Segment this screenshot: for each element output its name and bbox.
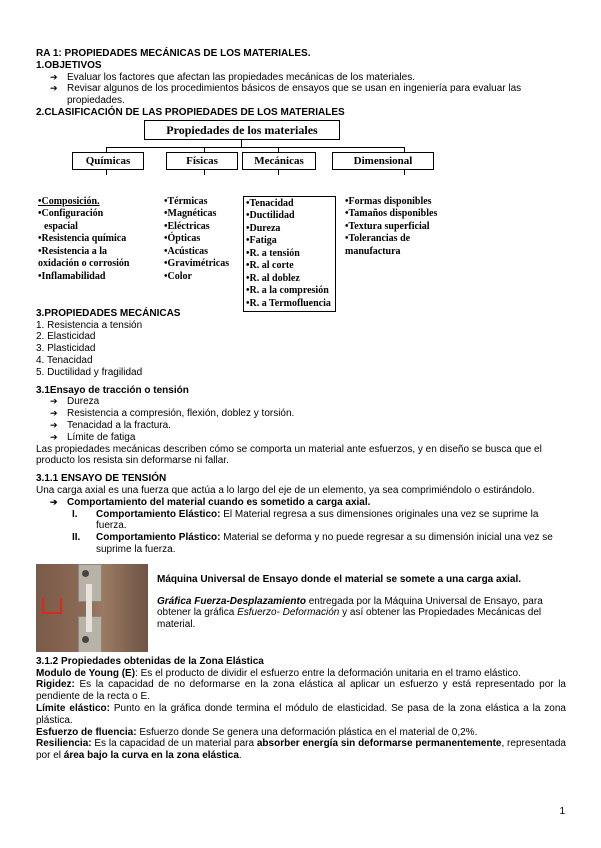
dimensional-item: manufactura	[345, 245, 401, 257]
resiliencia-label: Resiliencia:	[36, 738, 92, 750]
comportamiento-list	[36, 497, 566, 509]
mecanicas-item: •Ductilidad	[246, 210, 295, 222]
behaviors-list	[36, 509, 566, 556]
resiliencia-text-1: Es la capacidad de un material para	[91, 738, 257, 750]
ensayo-tension-heading: 3.1.1 ENSAYO DE TENSIÓN	[36, 473, 167, 485]
diagram-connector	[106, 147, 404, 148]
mecanicas-item: •R. al doblez	[246, 272, 300, 284]
diagram-root-box: Propiedades de los materiales	[144, 120, 340, 140]
fisicas-list	[164, 196, 229, 284]
diagram-connector	[204, 170, 205, 175]
grafica-text-2: y así obtener las Propiedades Mecánicas del material.	[157, 607, 542, 631]
young-label: Modulo de Young (E)	[36, 667, 136, 679]
propiedad-item: 1. Resistencia a tensión	[36, 319, 143, 331]
ensayo-item: ➔ Resistencia a compresión, flexión, doblez y torsión.	[50, 408, 566, 420]
quimicas-item: espacial	[44, 220, 78, 232]
mecanicas-item: •Fatiga	[246, 235, 277, 247]
propiedad-item: 2. Elasticidad	[36, 331, 96, 343]
limite-label: Límite elástico:	[36, 702, 110, 714]
ensayo-traccion-heading: 3.1Ensayo de tracción o tensión	[36, 384, 189, 396]
resiliencia-bold-1: absorber energía sin deformarse permanentemente	[256, 738, 502, 750]
mecanicas-item: •R. al corte	[246, 260, 294, 272]
dimensional-item: •Textura superficial	[345, 220, 430, 232]
propiedades-mecanicas-list	[36, 320, 566, 379]
zona-elastica-heading: 3.1.2 Propiedades obtenidas de la Zona Elástica	[36, 655, 264, 667]
objetivos-heading: 1.OBJETIVOS	[36, 59, 102, 71]
behavior-text: Material se deforma y no puede regresar a su dimensión inicial una vez se suprime la fuerza.	[96, 532, 553, 555]
behavior-label: Comportamiento Plástico:	[96, 532, 221, 544]
diagram-connector	[404, 170, 405, 175]
category-box-dimensional: Dimensional	[332, 152, 434, 170]
diagram-connector	[241, 140, 242, 147]
grafica-text-1: entregada por la Máquina Universal de Ensayo, para obtener la gráfica	[157, 595, 543, 619]
rigidez-label: Rigidez:	[36, 679, 75, 691]
mecanicas-item: •Tenacidad	[246, 197, 294, 209]
ensayo-traccion-list	[36, 396, 566, 443]
document-title: RA 1: PROPIEDADES MECÁNICAS DE LOS MATERIALES.	[36, 48, 311, 59]
diagram-connector	[278, 170, 279, 175]
limite-paragraph	[36, 703, 566, 727]
fisicas-item: •Magnéticas	[164, 208, 217, 220]
grafica-label: Gráfica Fuerza-Desplazamiento	[157, 595, 306, 607]
document-page	[36, 48, 566, 762]
mecanicas-item: •Dureza	[246, 222, 281, 234]
young-paragraph	[36, 668, 566, 680]
propiedad-item: 4. Tenacidad	[36, 354, 93, 366]
fisicas-item: •Eléctricas	[164, 220, 210, 232]
fisicas-item: •Ópticas	[164, 233, 201, 245]
resiliencia-text-3: .	[238, 750, 242, 762]
maquina-section	[36, 564, 566, 654]
objetivo-item: ➔ Revisar algunos de los procedimientos básicos de ensayos que se usan en ingeniería para evaluar las propiedades.	[50, 83, 566, 107]
objetivo-item: ➔ Evaluar los factores que afectan las propiedades mecánicas de los materiales.	[50, 72, 566, 84]
fluencia-paragraph	[36, 727, 566, 739]
category-box-mecanicas: Mecánicas	[242, 152, 316, 170]
fisicas-item: •Acústicas	[164, 245, 209, 257]
quimicas-item: •Resistencia a la	[38, 245, 108, 257]
quimicas-item: •Configuración	[38, 208, 104, 220]
ensayo-item: ➔ Tenacidad a la fractura.	[50, 420, 566, 432]
fluencia-text: Esfuerzo donde Se genera una deformación plástica en el material de 0,2%.	[136, 726, 478, 738]
mecanicas-list	[243, 196, 336, 313]
mecanicas-item: •R. a la compresión	[246, 285, 329, 297]
resiliencia-bold-2: área bajo la curva en la zona elástica	[63, 750, 239, 762]
maquina-text	[157, 564, 566, 631]
quimicas-item: •Resistencia química	[38, 233, 127, 245]
maquina-caption: Máquina Universal de Ensayo donde el material se somete a una carga axial.	[157, 573, 522, 585]
behavior-label: Comportamiento Elástico:	[96, 508, 221, 520]
page-number: 1	[559, 806, 565, 817]
ensayo-item: ➔ Límite de fatiga	[50, 432, 566, 444]
propiedades-diagram	[36, 120, 566, 308]
dimensional-item: •Tamaños disponibles	[345, 208, 438, 220]
comportamiento-heading: ➔ Comportamiento del material cuando es sometido a carga axial.	[50, 497, 566, 509]
category-box-fisicas: Físicas	[166, 152, 238, 170]
mecanicas-item: •R. a tensión	[246, 247, 300, 259]
dimensional-item: •Formas disponibles	[345, 195, 432, 207]
behavior-numeral: I.	[72, 508, 78, 520]
fluencia-label: Esfuerzo de fluencia:	[36, 726, 137, 738]
clasificacion-heading: 2.CLASIFICACIÓN DE LAS PROPIEDADES DE LOS MATERIALES	[36, 106, 345, 118]
grafica-paragraph	[157, 596, 566, 631]
propiedad-item: 5. Ductilidad y fragilidad	[36, 366, 143, 378]
ensayo-tension-paragraph: Una carga axial es una fuerza que actúa a lo largo del eje de un elemento, ya sea comprimiéndolo o estirándolo.	[36, 484, 535, 496]
quimicas-item: •Composición.	[38, 195, 100, 207]
objetivos-list	[36, 72, 566, 107]
ensayo-traccion-paragraph: Las propiedades mecánicas describen cómo se comporta un material ante esfuerzos, y en diseño se busca que el producto los resista sin deformarse ni fallar.	[36, 443, 542, 467]
young-text: : Es el producto de dividir el esfuerzo entre la deformación unitaria en el tramo elástico.	[135, 667, 521, 679]
propiedad-item: 3. Plasticidad	[36, 343, 96, 355]
rigidez-paragraph	[36, 679, 566, 703]
resiliencia-text-2: , representada por el	[36, 738, 566, 762]
behavior-plastico	[36, 532, 566, 556]
behavior-numeral: II.	[72, 532, 81, 544]
grafica-italic: Esfuerzo- Deformación	[237, 607, 340, 619]
diagram-connector	[106, 170, 107, 175]
fisicas-item: •Gravimétricas	[164, 258, 230, 270]
limite-text: Punto en la gráfica donde termina el módulo de elasticidad. Se pasa de la zona elástica a la zona plástica.	[36, 702, 566, 726]
rigidez-text: Es la capacidad de no deformarse en la zona elástica al aplicar un esfuerzo y está representado por la pendiente de la recta o E.	[36, 679, 566, 703]
quimicas-list	[38, 196, 129, 284]
category-box-quimicas: Químicas	[72, 152, 144, 170]
behavior-text: El Material regresa a sus dimensiones originales una vez se suprime la fuerza.	[96, 508, 539, 532]
dimensional-list	[345, 196, 437, 259]
resiliencia-paragraph	[36, 738, 566, 762]
dimensional-item: •Tolerancias de	[345, 233, 411, 245]
propiedades-mecanicas-heading: 3.PROPIEDADES MECÁNICAS	[36, 307, 181, 319]
fisicas-item: •Térmicas	[164, 195, 208, 207]
fisicas-item: •Color	[164, 270, 192, 282]
quimicas-item: •Inflamabilidad	[38, 270, 106, 282]
quimicas-item: oxidación o corrosión	[38, 258, 130, 270]
mecanicas-item: •R. a Termofluencia	[246, 297, 331, 309]
maquina-ensayo-photo	[36, 564, 148, 652]
behavior-elastico	[36, 509, 566, 533]
ensayo-item: ➔ Dureza	[50, 396, 566, 408]
